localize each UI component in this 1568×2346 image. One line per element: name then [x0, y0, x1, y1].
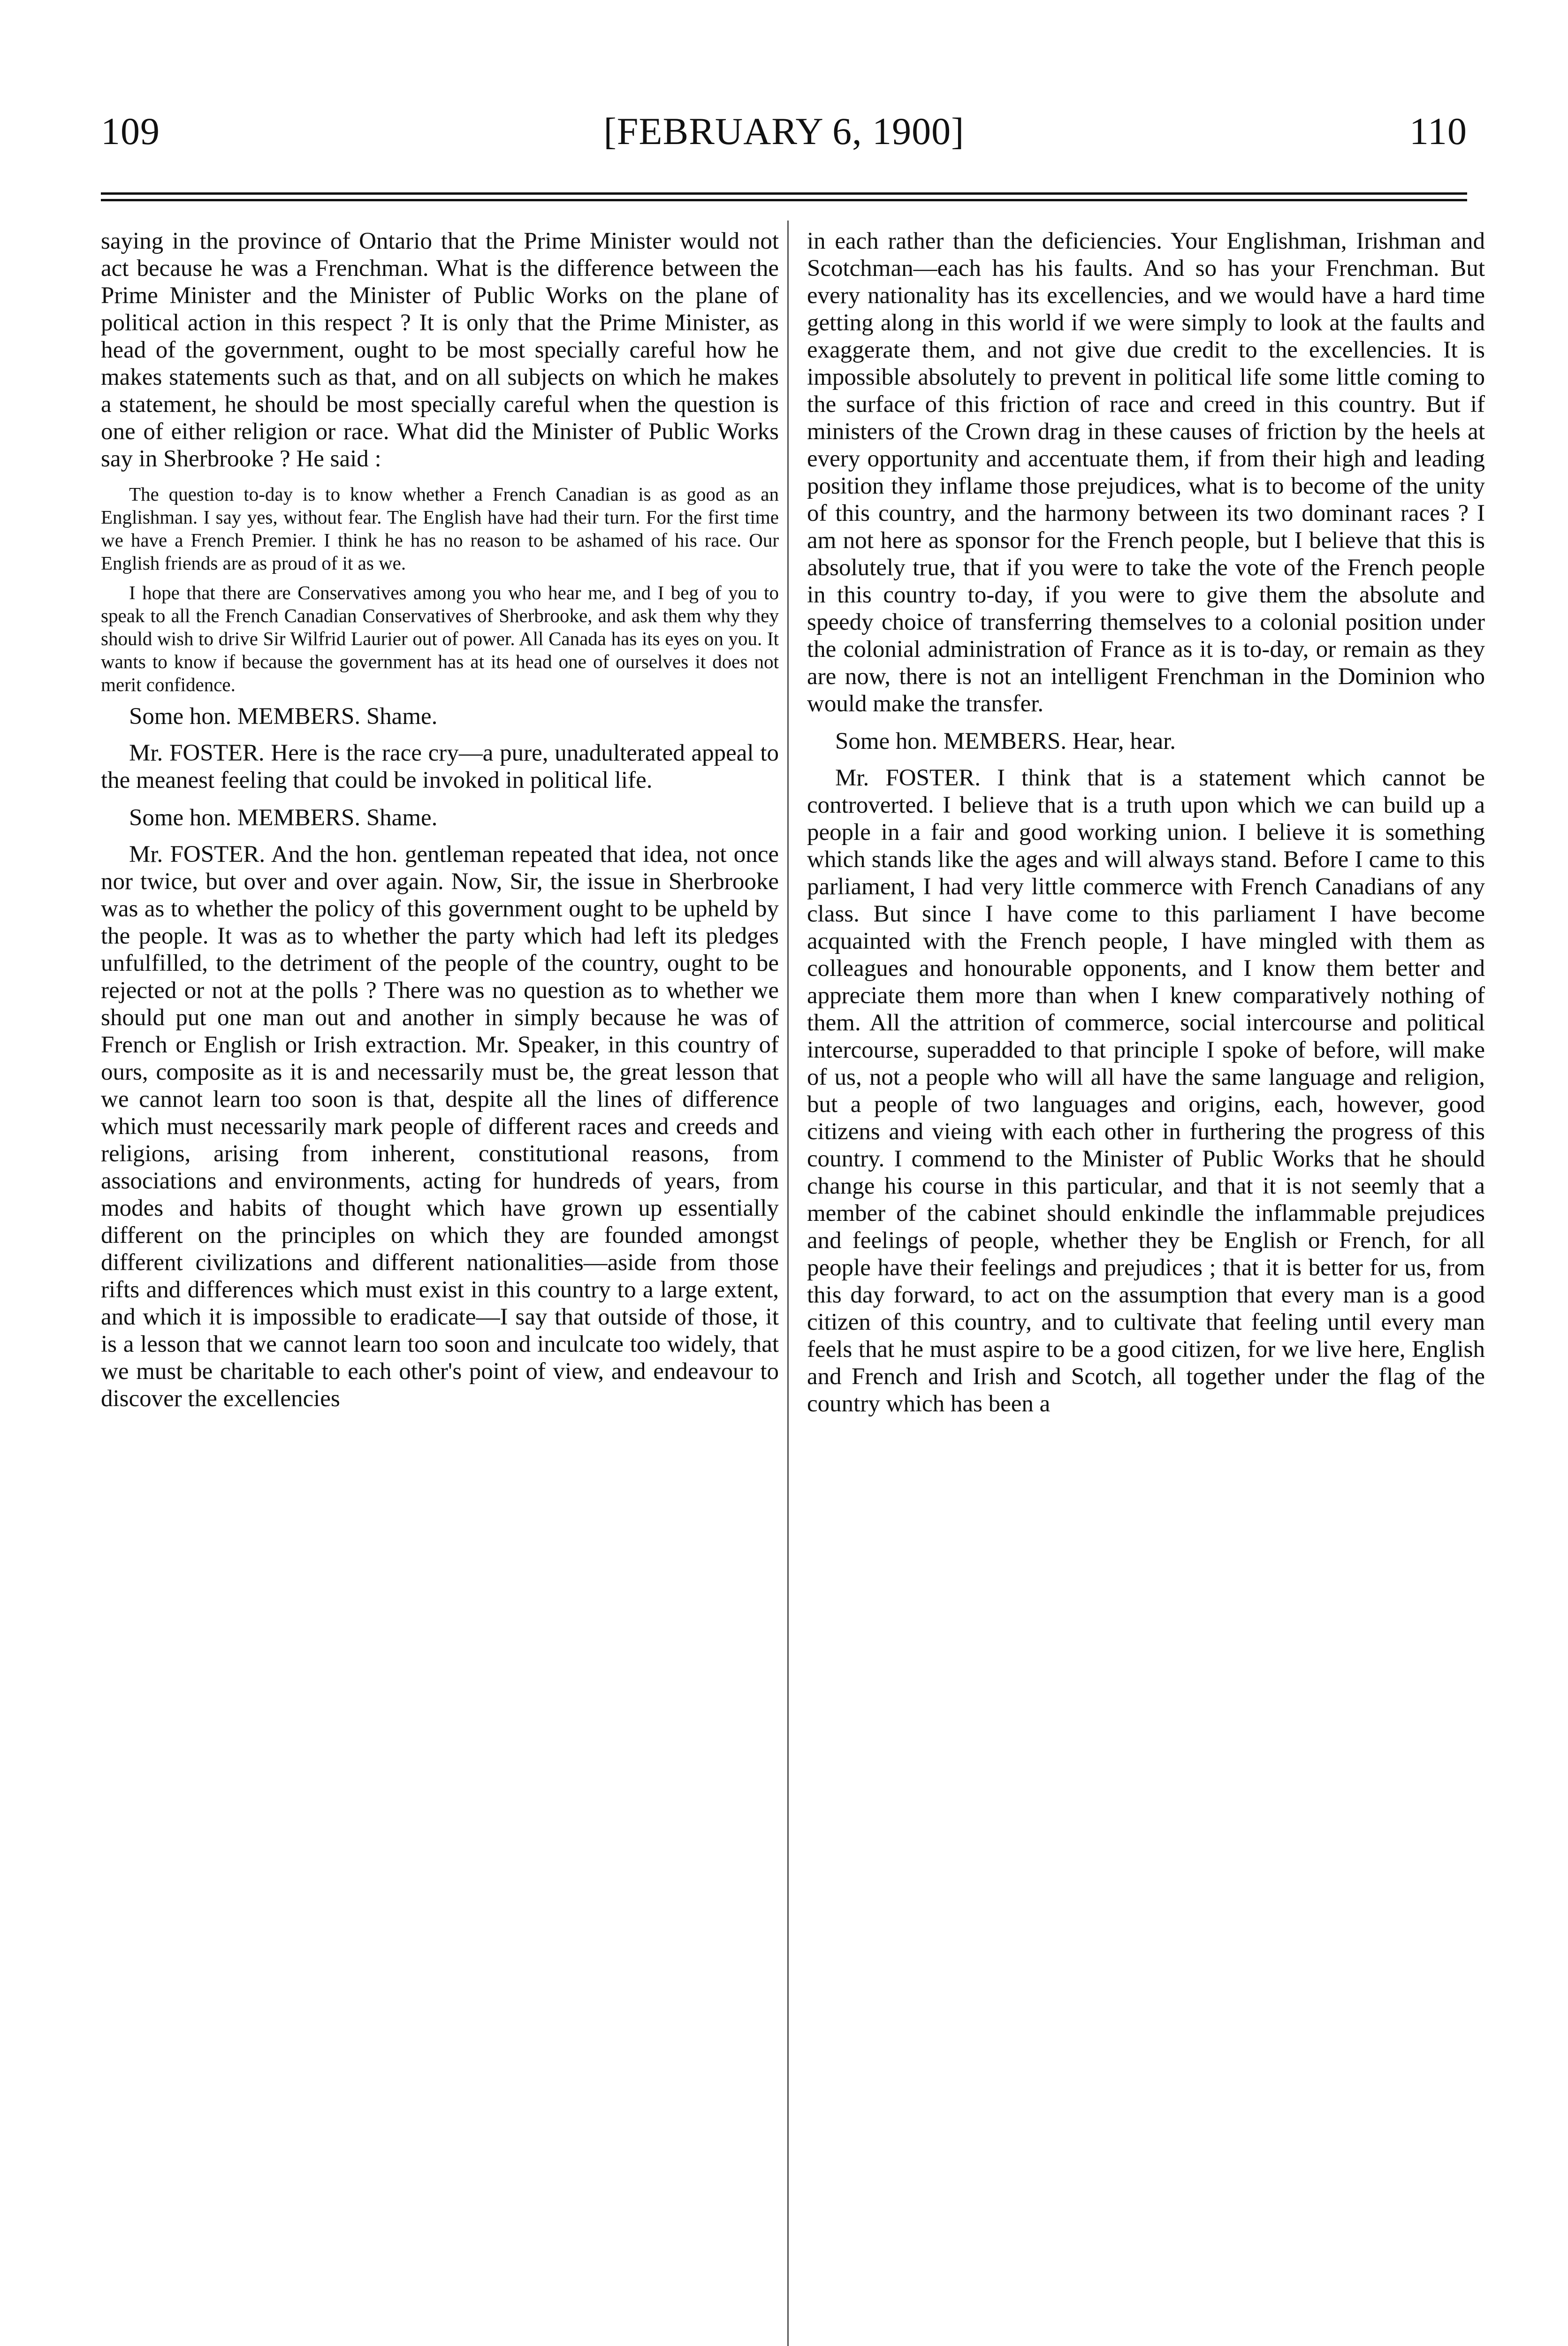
header-rule-top: [101, 192, 1467, 195]
right-column: [807, 228, 1485, 1428]
column-divider: [787, 221, 789, 2346]
left-paragraph-2: Mr. FOSTER. Here is the race cry—a pure, unadulterated appeal to the meanest feeling that could be invoked in political life.: [101, 740, 779, 793]
page-number-right: 110: [1409, 110, 1467, 152]
quotation-1: The question to-day is to know whether a French Canadian is as good as an Englishman. I say yes, without fear. The English have had their turn. For the first time we have a French Premier. I think he has no reason to be ashamed of his race. Our English friends are as proud of it as we.: [101, 483, 779, 574]
page-header: [101, 108, 1467, 155]
header-date: [FEBRUARY 6, 1900]: [603, 110, 965, 152]
quotation-2: I hope that there are Conservatives among you who hear me, and I beg of you to speak to all the French Canadian Conservatives of Sherbrooke, and ask them why they should wish to drive Sir Wilfrid Laurier out of power. All Canada has its eyes on you. It wants to know if because the government has at its head one of ourselves it does not merit confidence.: [101, 582, 779, 695]
interjection-shame-1: Some hon. MEMBERS. Shame.: [129, 703, 438, 730]
left-column: [101, 228, 779, 1423]
page-number-left: 109: [101, 110, 160, 152]
interjection-hear-hear: Some hon. MEMBERS. Hear, hear.: [835, 728, 1176, 754]
interjection-shame-2: Some hon. MEMBERS. Shame.: [129, 805, 438, 831]
header-rule-bottom: [101, 199, 1467, 201]
right-paragraph-2: Mr. FOSTER. I think that is a statement which cannot be controverted. I believe that is a truth upon which we can build up a people in a fair and good working union. I believe it is something which stands like the ages and will always stand. Before I came to this parliament, I had very little commerce with French Canadians of any class. But since I have come to this parliament I have become acquainted with the French people, I have mingled with them as colleagues and honourable opponents, and I know them better and appreciate them more than when I knew comparatively nothing of them. All the attrition of commerce, social intercourse and political intercourse, superadded to that principle I spoke of before, will make of us, not a people who will all have the same language and religion, but a people of two languages and origins, each, however, good citizens and vieing with each other in furthering the progress of this country. I commend to the Minister of Public Works that he should change his course in this particular, and that it is not seemly that a member of the cabinet should enkindle the inflammable prejudices and feelings of people, whether they be English or French, for all people have their feelings and prejudices ; that it is better for us, from this day forward, to act on the assumption that every man is a good citizen of this country, and to cultivate that feeling until every man feels that he must aspire to be a good citizen, for we live here, English and French and Irish and Scotch, all together under the flag of the country which has been a: [807, 765, 1485, 1417]
left-paragraph-3: Mr. FOSTER. And the hon. gentleman repeated that idea, not once nor twice, but over and over again. Now, Sir, the issue in Sherbrooke was as to whether the policy of this government ought to be upheld by the people. It was as to whether the party which had left its pledges unfulfilled, to the detriment of the people of the country, ought to be rejected or not at the polls ? There was no question as to whether we should put one man out and another in simply because he was of French or English or Irish extraction. Mr. Speaker, in this country of ours, composite as it is and necessarily must be, the great lesson that we cannot learn too soon is that, despite all the lines of difference which must necessarily mark people of different races and creeds and religions, arising from inherent, constitutional reasons, from associations and environments, acting for hundreds of years, from modes and habits of thought which have grown up essentially different on the principles on which they are founded amongst different civilizations and different nationalities—aside from those rifts and differences which must exist in this country to a large extent, and which it is impossible to eradicate—I say that outside of those, it is a lesson that we cannot learn too soon and inculcate too widely, that we must be charitable to each other's point of view, and endeavour to discover the excellencies: [101, 841, 779, 1412]
right-paragraph-1: in each rather than the deficiencies. Your Englishman, Irishman and Scotchman—each has his faults. And so has your Frenchman. But every nationality has its excellencies, and we would have a hard time getting along in this world if we were simply to look at the faults and exaggerate them, and not give due credit to the excellencies. It is impossible absolutely to prevent in political life some little coming to the surface of this friction of race and creed in this country. But if ministers of the Crown drag in these causes of friction by the heels at every opportunity and accentuate them, if from their high and leading position they inflame those prejudices, what is to become of the unity of this country, and the harmony between its two dominant races ? I am not here as sponsor for the French people, but I believe that this is absolutely true, that if you were to take the vote of the French people in this country to-day, if you were to give them the absolute and speedy choice of transferring themselves to a colonial position under the colonial administration of France as it is to-day, or remain as they are now, there is not an intelligent Frenchman in the Dominion who would make the transfer.: [807, 228, 1485, 717]
left-paragraph-1: saying in the province of Ontario that the Prime Minister would not act because he was a Frenchman. What is the difference between the Prime Minister and the Minister of Public Works on the plane of political action in this respect ? It is only that the Prime Minister, as head of the government, ought to be most specially careful how he makes statements such as that, and on all subjects on which he makes a statement, he should be most specially careful when the question is one of either religion or race. What did the Minister of Public Works say in Sherbrooke ? He said :: [101, 228, 779, 472]
